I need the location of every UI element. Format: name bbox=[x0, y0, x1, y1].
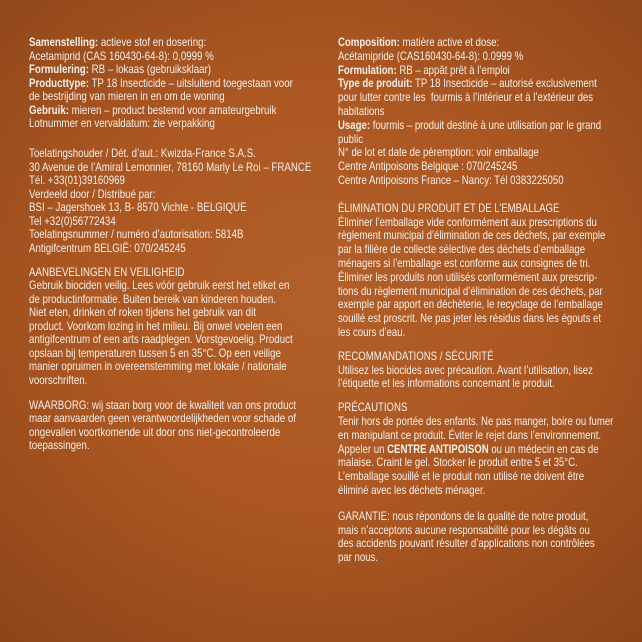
fr-poison-centre-belgium: Centre Antipoisons Belgique : 070/245245 bbox=[338, 159, 518, 174]
nl-usage-text: mieren – product bestemd voor amateurgebruik bbox=[71, 102, 277, 117]
fr-precautions-line: Tenir hors de portée des enfants. Ne pas manger, boire ou fumer bbox=[338, 413, 614, 428]
nl-distributor-address: BSI – Jagershoek 13, B- 8570 Vichte - BELGIQUE bbox=[29, 200, 247, 214]
fr-call-before: Appeler un bbox=[338, 441, 385, 456]
nl-poison-centre: Antigifcentrum BELGIË: 070/245245 bbox=[29, 240, 186, 255]
fr-disposal-line: tions du règlement municipal d’élimination de ces déchets, par bbox=[338, 283, 603, 298]
french-text-column bbox=[338, 36, 618, 565]
nl-warranty-line: ongevallen voortkomende uit door ons niet-gecontroleerde bbox=[29, 424, 281, 439]
fr-guarantee-line: des accidents pouvant résulter d’applications non contrôlées bbox=[338, 536, 595, 551]
nl-safety-line: antigifcentrum of een arts raadplegen. Vorstgevoelig. Product bbox=[29, 332, 293, 346]
fr-formulation-line bbox=[338, 64, 618, 78]
fr-precautions-section bbox=[338, 401, 618, 498]
nl-safety-line: opslaan bij temperaturen tussen 5 en 35°C. Op een veilige bbox=[29, 345, 281, 360]
fr-precautions-line: malaise. Craint le gel. Stocker le produit entre 5 et 35°C. bbox=[338, 455, 578, 470]
fr-usage-label: Usage: bbox=[338, 117, 371, 132]
nl-safety-line: product. Voorkom lozing in het milieu. Bij onwel voelen een bbox=[29, 318, 283, 333]
nl-safety-line: de productinformatie. Buiten bereik van kinderen houden. bbox=[29, 291, 276, 306]
fr-disposal-line: ménagers si l’emballage est conforme aux consignes de tri. bbox=[338, 255, 591, 270]
nl-distributor-phone: Tel +32(0)56772434 bbox=[29, 213, 116, 228]
nl-composition-label: Samenstelling: bbox=[29, 35, 99, 49]
nl-product-type-label: Producttype: bbox=[29, 75, 89, 90]
fr-disposal-section bbox=[338, 202, 618, 340]
fr-active-ingredient: Acétamipride (CAS160430-64-8): 0.0999 % bbox=[338, 48, 524, 63]
nl-distributor-label: Verdeeld door / Distribué par: bbox=[29, 186, 156, 201]
fr-guarantee-line: GARANTIE: nous répondons de la qualité de notre produit, bbox=[338, 508, 589, 523]
nl-safety-section bbox=[29, 266, 317, 388]
nl-holder-address: 30 Avenue de l’Amiral Lemonnier, 78160 Marly Le Roi – FRANCE bbox=[29, 159, 312, 174]
nl-composition-text: actieve stof en dosering: bbox=[100, 35, 207, 49]
nl-formulation-label: Formulering: bbox=[29, 62, 89, 76]
fr-disposal-line: Éliminer les produits non utilisés conformément aux prescrip- bbox=[338, 269, 598, 284]
fr-product-type-continuation: pour lutter contre les fourmis à l’intérieur et à l’extérieur des bbox=[338, 90, 594, 105]
nl-product-info bbox=[29, 36, 317, 131]
fr-lot-number: N° de lot et date de péremption: voir emballage bbox=[338, 145, 539, 160]
nl-composition-line bbox=[29, 36, 317, 50]
nl-safety-line: Niet eten, drinken of roken tijdens het gebruik van dit bbox=[29, 305, 256, 319]
nl-warranty-line: maar aanvaarden geen verantwoordelijkheden voor schade of bbox=[29, 411, 296, 425]
nl-safety-line: manier opruimen in overeenstemming met lokale / nationale bbox=[29, 359, 287, 373]
nl-usage-label: Gebruik: bbox=[29, 102, 69, 117]
fr-disposal-line: les cours d’eau. bbox=[338, 324, 406, 339]
fr-product-type-line bbox=[338, 77, 618, 91]
fr-usage-continuation: public bbox=[338, 131, 364, 146]
nl-safety-line: Gebruik biociden veilig. Lees vóór gebruik eerst het etiket en bbox=[29, 278, 290, 292]
fr-composition-line bbox=[338, 36, 618, 50]
fr-composition-text: matière active et dose: bbox=[402, 35, 500, 49]
fr-product-type-text: TP 18 Insecticide – autorisé exclusivement bbox=[414, 76, 597, 91]
fr-precautions-line: en manipulant ce produit. Éviter le rejet dans l’environnement. bbox=[338, 427, 602, 442]
nl-authorisation-number: Toelatingsnummer / numéro d’autorisation: 5814B bbox=[29, 227, 244, 241]
nl-lot-number: Lotnummer en vervaldatum: zie verpakking bbox=[29, 116, 215, 130]
fr-composition-label: Composition: bbox=[338, 35, 400, 49]
nl-safety-heading: AANBEVELINGEN EN VEILIGHEID bbox=[29, 264, 185, 279]
nl-product-type-line bbox=[29, 77, 317, 91]
fr-product-type-continuation: habitations bbox=[338, 103, 385, 118]
nl-holder-phone: Tél. +33(01)39160969 bbox=[29, 173, 125, 187]
fr-disposal-line: exemple par apport en déchèterie, le recyclage de l’emballage bbox=[338, 297, 603, 312]
fr-product-info bbox=[338, 36, 618, 188]
fr-recommendations-line: l’étiquette et les informations concernant le produit. bbox=[338, 376, 555, 391]
nl-authorisation-holder: Toelatingshouder / Dét. d’aut.: Kwizda-France S.A.S. bbox=[29, 146, 256, 160]
fr-guarantee-line: mais n’acceptons aucune responsabilité pour les dégâts ou bbox=[338, 522, 590, 537]
fr-usage-line bbox=[338, 119, 618, 133]
fr-recommendations-section bbox=[338, 350, 618, 391]
fr-guarantee-line: par nous. bbox=[338, 550, 379, 565]
fr-precautions-call-line bbox=[338, 443, 618, 457]
dutch-text-column bbox=[29, 36, 317, 453]
fr-formulation-label: Formulation: bbox=[338, 62, 397, 77]
nl-warranty-line: WAARBORG: wij staan borg voor de kwaliteit van ons product bbox=[29, 397, 297, 412]
fr-disposal-line: Éliminer l’emballage vide conformément aux prescriptions du bbox=[338, 214, 597, 229]
fr-disposal-heading: ÉLIMINATION DU PRODUIT ET DE L’EMBALLAGE bbox=[338, 200, 560, 215]
fr-precautions-line: L’emballage souillé et le produit non utilisé ne doivent être bbox=[338, 469, 585, 484]
fr-product-type-label: Type de produit: bbox=[338, 76, 413, 91]
fr-usage-text: fourmis – produit destiné à une utilisation par le grand bbox=[372, 117, 602, 132]
fr-disposal-line: souillé est proscrit. Ne pas jeter les résidus dans les égouts et bbox=[338, 311, 602, 326]
nl-warranty-section bbox=[29, 399, 317, 453]
fr-formulation-text: RB – appât prêt à l’emploi bbox=[399, 62, 510, 77]
nl-product-type-continuation: de bestrijding van mieren in en om de woning bbox=[29, 89, 225, 103]
fr-disposal-line: par la filière de collecte sélective des déchets d’emballage bbox=[338, 242, 586, 257]
fr-poison-centre-france: Centre Antipoisons France – Nancy: Tél 0383225050 bbox=[338, 172, 564, 187]
fr-call-after: ou un médecin en cas de bbox=[491, 441, 599, 456]
nl-usage-line bbox=[29, 104, 317, 118]
fr-recommendations-heading: RECOMMANDATIONS / SÉCURITÉ bbox=[338, 348, 494, 363]
fr-precautions-heading: PRÉCAUTIONS bbox=[338, 400, 408, 415]
fr-guarantee-section bbox=[338, 510, 618, 565]
fr-poison-centre-emphasis: CENTRE ANTIPOISON bbox=[387, 441, 489, 456]
nl-formulation-text: RB – lokaas (gebruiksklaar) bbox=[91, 62, 212, 76]
fr-recommendations-line: Utilisez les biocides avec précaution. Avant l’utilisation, lisez bbox=[338, 362, 593, 377]
nl-contact-details bbox=[29, 147, 317, 255]
fr-disposal-line: règlement municipal d’élimination de ces déchets, par exemple bbox=[338, 228, 606, 243]
nl-active-ingredient: Acetamiprid (CAS 160430-64-8): 0,0999 % bbox=[29, 48, 214, 63]
nl-warranty-line: toepassingen. bbox=[29, 438, 90, 452]
nl-safety-line: voorschriften. bbox=[29, 372, 88, 387]
nl-product-type-text: TP 18 Insecticide – uitsluitend toegestaan voor bbox=[91, 75, 293, 90]
fr-precautions-line: éliminé avec les déchets ménager. bbox=[338, 482, 486, 497]
nl-formulation-line bbox=[29, 63, 317, 77]
